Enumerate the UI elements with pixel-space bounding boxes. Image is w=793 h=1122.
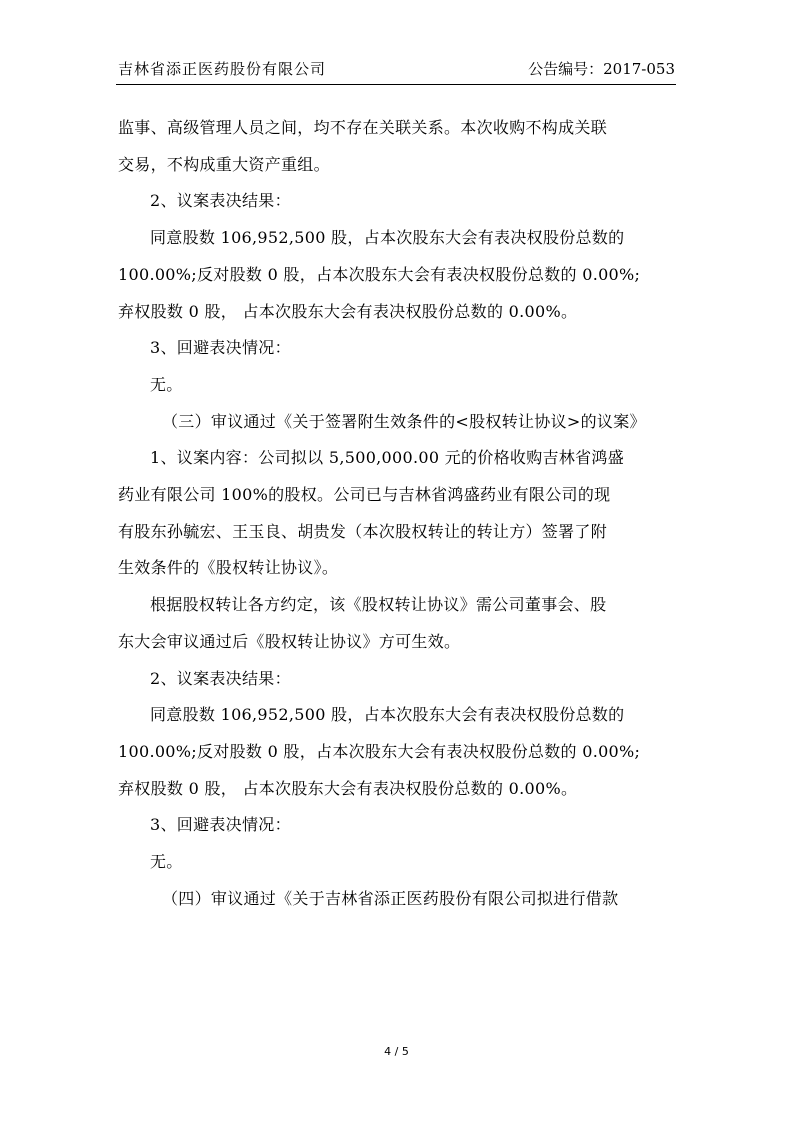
notice-number: 公告编号：2017-053 [528,60,675,78]
paragraph-line: 药业有限公司 100%的股权。公司已与吉林省鸿盛药业有限公司的现 [118,485,611,505]
paragraph-line: 100.00%;反对股数 0 股，占本次股东大会有表决权股份总数的 0.00%; [118,264,641,284]
paragraph-line: 100.00%;反对股数 0 股，占本次股东大会有表决权股份总数的 0.00%; [118,741,641,761]
paragraph-line: 东大会审议通过后《股权转让协议》方可生效。 [118,631,461,651]
page-number: 4 / 5 [384,1045,409,1058]
paragraph-line: 弃权股数 0 股， 占本次股东大会有表决权股份总数的 0.00%。 [118,778,578,798]
paragraph-line: 交易，不构成重大资产重组。 [118,154,330,174]
paragraph-line: 1、议案内容：公司拟以 5,500,000.00 元的价格收购吉林省鸿盛 [150,448,625,468]
company-name: 吉林省添正医药股份有限公司 [118,60,327,78]
paragraph-line: 监事、高级管理人员之间，均不存在关联关系。本次收购不构成关联 [118,118,608,137]
paragraph-line: 同意股数 106,952,500 股，占本次股东大会有表决权股份总数的 [150,705,625,725]
paragraph-line: 无。 [150,374,183,394]
section-heading: 3、回避表决情况： [150,338,291,358]
paragraph-line: 无。 [150,852,183,872]
paragraph-line: 弃权股数 0 股， 占本次股东大会有表决权股份总数的 0.00%。 [118,301,578,321]
paragraph-line: 有股东孙毓宏、王玉良、胡贵发（本次股权转让的转让方）签署了附 [118,521,608,541]
paragraph-line: 同意股数 106,952,500 股，占本次股东大会有表决权股份总数的 [150,228,625,248]
page-header [118,58,675,80]
header-divider [116,84,676,85]
paragraph-line: 生效条件的《股权转让协议》。 [118,558,339,578]
section-heading: 2、议案表决结果： [150,191,291,211]
section-heading: 2、议案表决结果： [150,668,291,688]
section-heading: 3、回避表决情况： [150,815,291,835]
resolution-heading: （四）审议通过《关于吉林省添正医药股份有限公司拟进行借款 [162,888,619,908]
paragraph-line: 根据股权转让各方约定，该《股权转让协议》需公司董事会、股 [150,595,607,615]
document-body [118,110,678,917]
resolution-heading: （三）审议通过《关于签署附生效条件的<股权转让协议>的议案》 [162,411,646,431]
